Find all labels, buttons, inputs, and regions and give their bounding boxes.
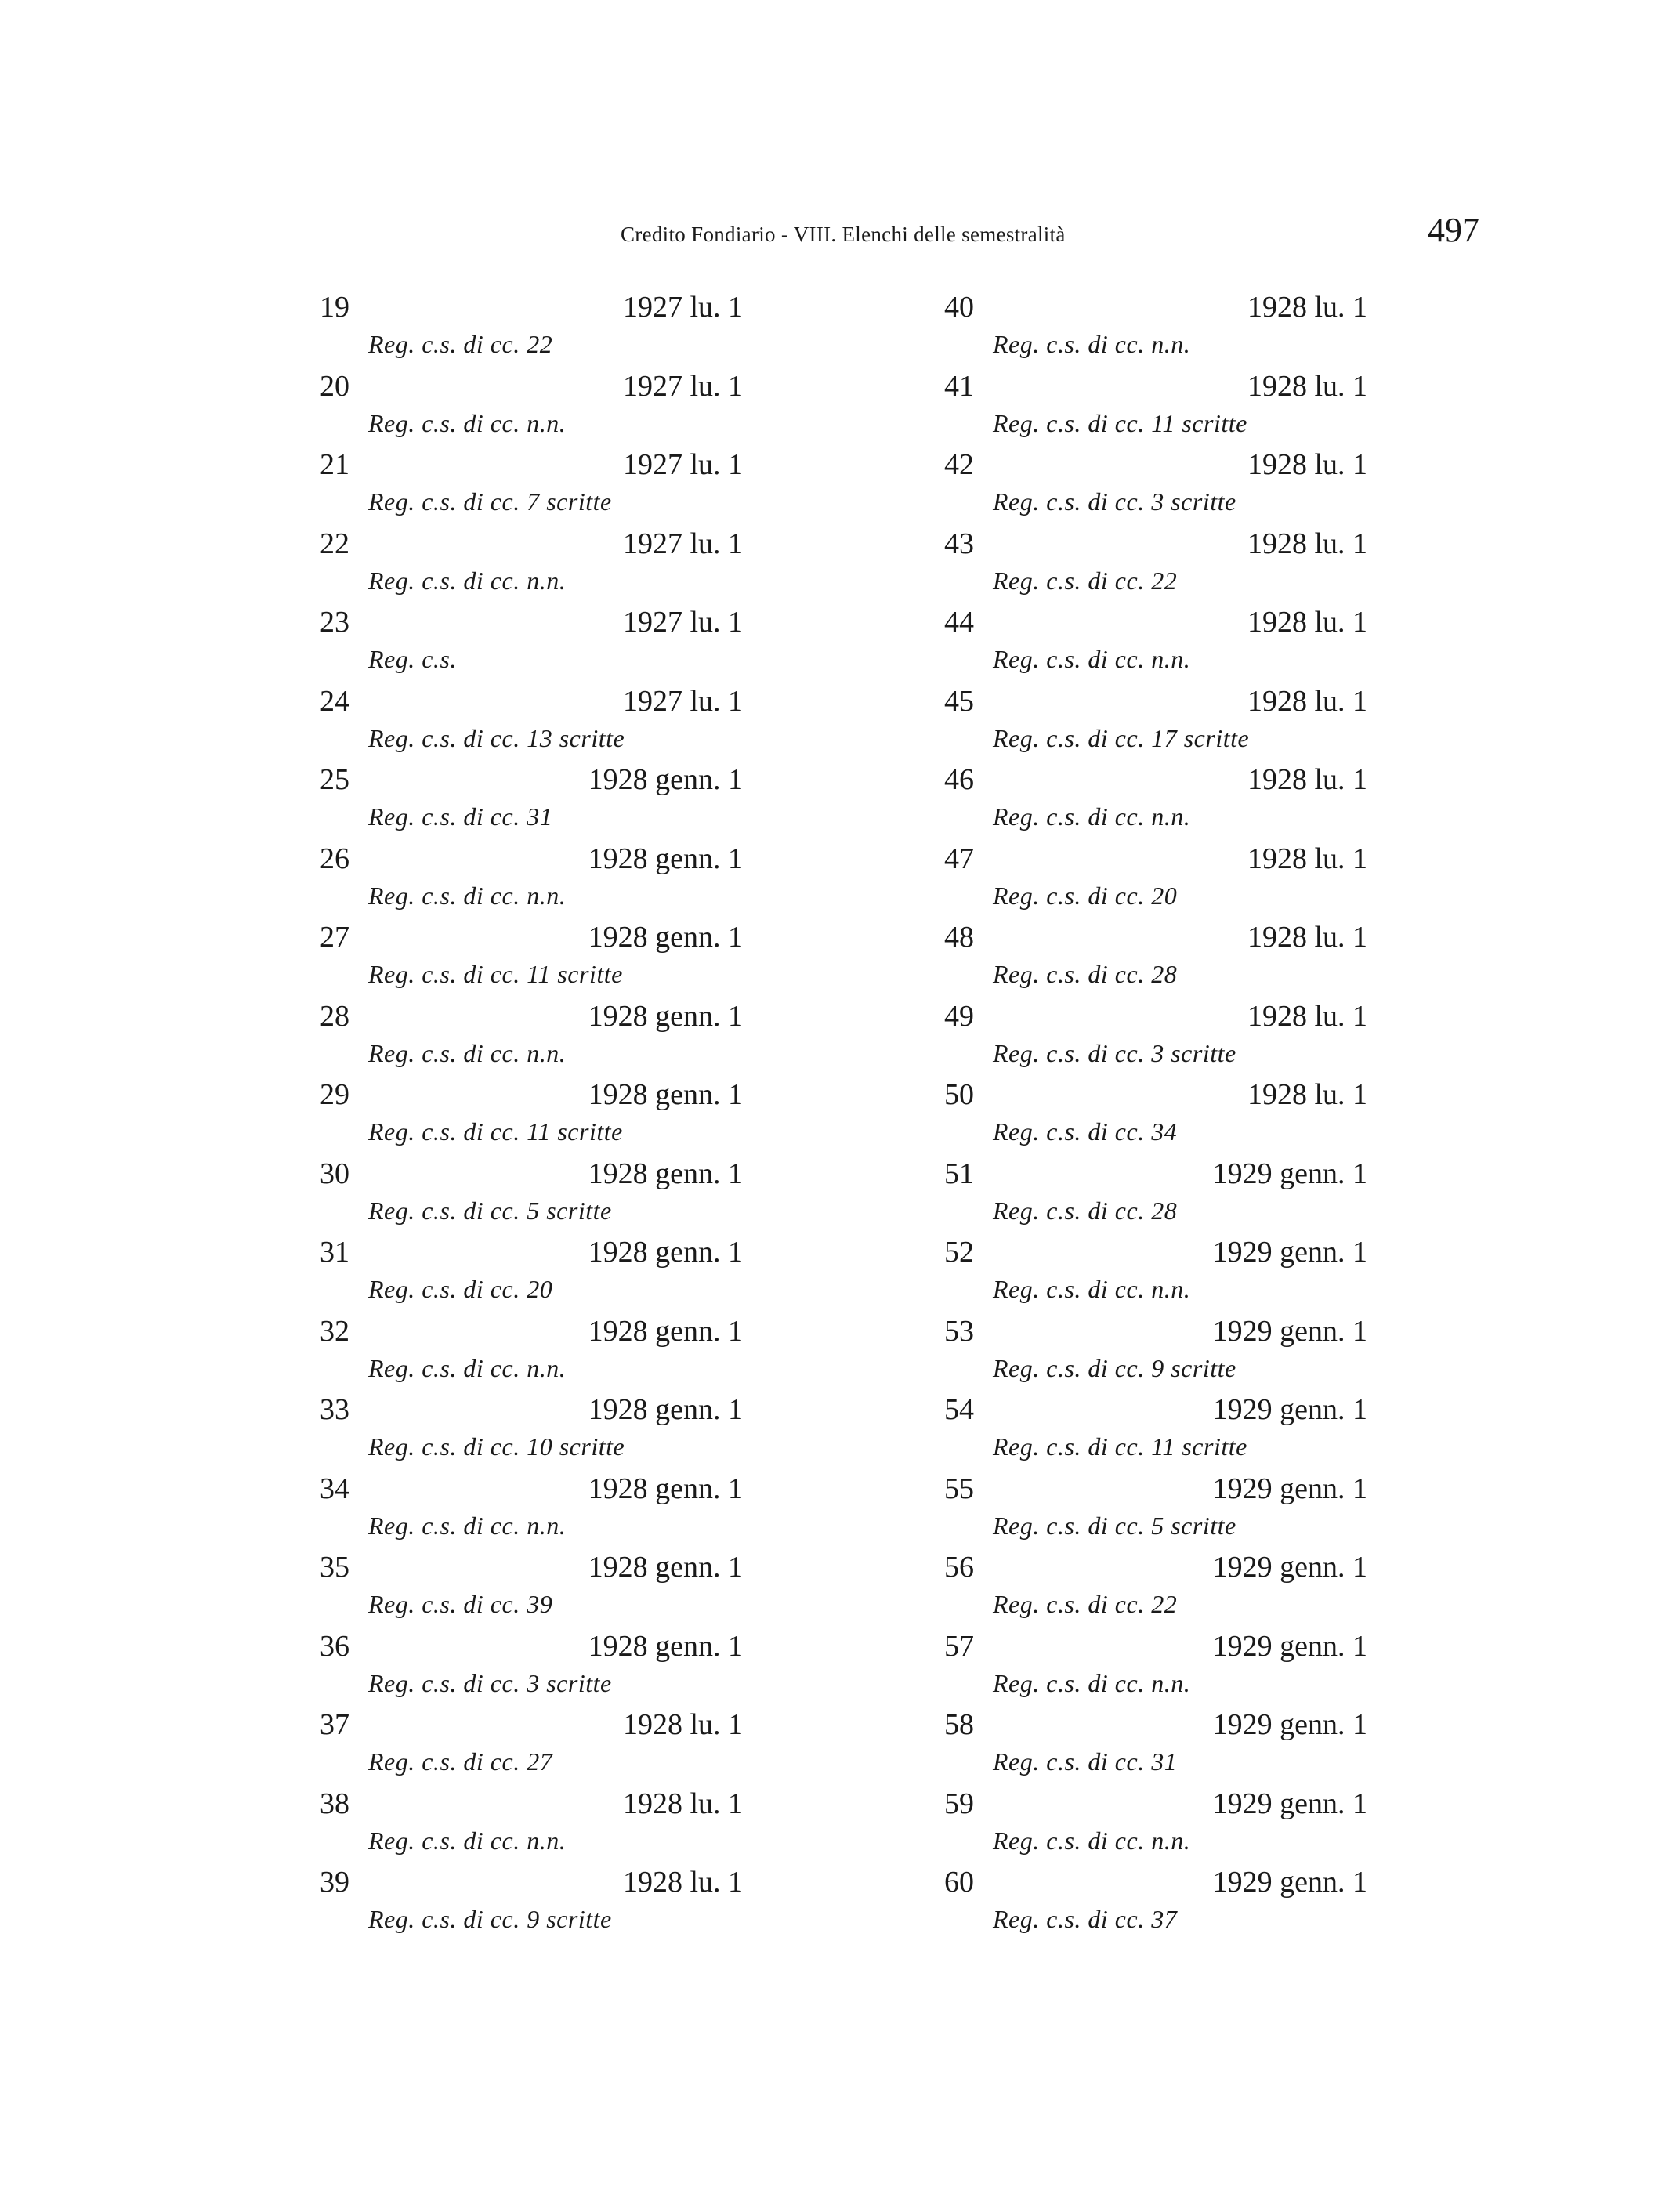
list-item	[320, 1474, 743, 1551]
entry-description: Reg. c.s.	[368, 645, 457, 673]
entry-number: 33	[320, 1393, 349, 1426]
entry-description: Reg. c.s. di cc. 9 scritte	[368, 1905, 612, 1933]
entry-description: Reg. c.s. di cc. 9 scritte	[993, 1353, 1236, 1382]
entry-date: 1929 genn. 1	[1212, 1866, 1367, 1899]
entry-description: Reg. c.s. di cc. n.n.	[368, 1826, 567, 1855]
entry-number: 52	[944, 1236, 974, 1269]
entry-description: Reg. c.s. di cc. 11 scritte	[993, 408, 1247, 437]
entry-description: Reg. c.s. di cc. 7 scritte	[368, 487, 612, 516]
entry-number: 50	[944, 1078, 974, 1111]
entry-number: 31	[320, 1236, 349, 1269]
entry-number: 28	[320, 999, 349, 1033]
entry-description: Reg. c.s. di cc. 5 scritte	[368, 1196, 612, 1225]
entry-date: 1927 lu. 1	[622, 448, 743, 481]
list-item	[944, 371, 1367, 449]
entry-description: Reg. c.s. di cc. 20	[368, 1275, 553, 1303]
entry-description: Reg. c.s. di cc. 31	[368, 802, 553, 831]
entry-date: 1929 genn. 1	[1212, 1629, 1367, 1663]
list-item	[320, 529, 743, 606]
list-item	[320, 371, 743, 449]
entry-number: 38	[320, 1787, 349, 1820]
list-item	[944, 1789, 1367, 1866]
entry-description: Reg. c.s. di cc. 22	[368, 330, 553, 358]
entry-description: Reg. c.s. di cc. 39	[368, 1590, 553, 1618]
list-item	[944, 1001, 1367, 1079]
entry-description: Reg. c.s. di cc. 3 scritte	[993, 1038, 1236, 1067]
entry-date: 1928 genn. 1	[588, 1393, 743, 1426]
entry-description: Reg. c.s. di cc. n.n.	[993, 1826, 1191, 1855]
entry-date: 1928 lu. 1	[622, 1708, 743, 1741]
entry-number: 43	[944, 527, 974, 560]
entry-date: 1928 lu. 1	[1247, 763, 1367, 796]
entry-date: 1927 lu. 1	[622, 527, 743, 560]
entry-number: 58	[944, 1708, 974, 1741]
list-item	[320, 922, 743, 1000]
list-item	[944, 1080, 1367, 1157]
entry-date: 1928 lu. 1	[1247, 1078, 1367, 1111]
entry-number: 48	[944, 921, 974, 954]
entry-number: 57	[944, 1629, 974, 1663]
entry-description: Reg. c.s. di cc. n.n.	[368, 881, 567, 910]
running-header: Credito Fondiario - VIII. Elenchi delle semestralità	[621, 223, 1066, 246]
entry-date: 1928 genn. 1	[588, 842, 743, 875]
list-item	[320, 1867, 743, 1945]
list-item	[320, 292, 743, 370]
entry-date: 1929 genn. 1	[1212, 1551, 1367, 1584]
entry-number: 30	[320, 1157, 349, 1190]
entry-description: Reg. c.s. di cc. 34	[993, 1117, 1178, 1146]
entry-description: Reg. c.s. di cc. 11 scritte	[368, 1117, 623, 1146]
entry-date: 1928 genn. 1	[588, 999, 743, 1033]
entry-number: 29	[320, 1078, 349, 1111]
entry-date: 1929 genn. 1	[1212, 1787, 1367, 1820]
list-item	[944, 1710, 1367, 1787]
entry-date: 1928 genn. 1	[588, 1078, 743, 1111]
entry-number: 45	[944, 684, 974, 718]
entry-number: 21	[320, 448, 349, 481]
list-item	[944, 1237, 1367, 1315]
list-item	[320, 1552, 743, 1630]
list-item	[944, 450, 1367, 527]
entry-number: 60	[944, 1866, 974, 1899]
list-item	[944, 1395, 1367, 1472]
list-item	[320, 1159, 743, 1236]
list-item	[320, 450, 743, 527]
entry-number: 26	[320, 842, 349, 875]
entry-date: 1927 lu. 1	[622, 369, 743, 403]
entry-date: 1928 lu. 1	[1247, 999, 1367, 1033]
entry-description: Reg. c.s. di cc. 27	[368, 1747, 553, 1776]
list-item	[320, 1316, 743, 1394]
entry-number: 59	[944, 1787, 974, 1820]
entry-date: 1928 lu. 1	[1247, 291, 1367, 324]
entry-description: Reg. c.s. di cc. n.n.	[993, 645, 1191, 673]
entry-date: 1929 genn. 1	[1212, 1236, 1367, 1269]
entry-number: 23	[320, 606, 349, 639]
page-number: 497	[1428, 211, 1479, 249]
list-item	[320, 1237, 743, 1315]
entry-number: 39	[320, 1866, 349, 1899]
entry-number: 47	[944, 842, 974, 875]
entry-number: 34	[320, 1472, 349, 1505]
list-item	[944, 607, 1367, 685]
entry-description: Reg. c.s. di cc. 28	[993, 960, 1178, 988]
entry-number: 46	[944, 763, 974, 796]
entry-number: 24	[320, 684, 349, 718]
entry-description: Reg. c.s. di cc. 28	[993, 1196, 1178, 1225]
entry-date: 1928 lu. 1	[622, 1866, 743, 1899]
entry-date: 1929 genn. 1	[1212, 1708, 1367, 1741]
entry-number: 55	[944, 1472, 974, 1505]
list-item	[320, 1631, 743, 1709]
entry-date: 1928 genn. 1	[588, 1236, 743, 1269]
entry-description: Reg. c.s. di cc. n.n.	[368, 1511, 567, 1540]
list-item	[944, 765, 1367, 842]
entry-number: 35	[320, 1551, 349, 1584]
list-item	[944, 922, 1367, 1000]
list-item	[320, 686, 743, 764]
entry-date: 1928 genn. 1	[588, 1314, 743, 1348]
entry-description: Reg. c.s. di cc. 22	[993, 1590, 1178, 1618]
entry-date: 1929 genn. 1	[1212, 1157, 1367, 1190]
entry-date: 1928 lu. 1	[1247, 606, 1367, 639]
entry-date: 1927 lu. 1	[622, 606, 743, 639]
entry-description: Reg. c.s. di cc. 20	[993, 881, 1178, 910]
entry-number: 49	[944, 999, 974, 1033]
list-item	[320, 1395, 743, 1472]
entry-number: 40	[944, 291, 974, 324]
entry-description: Reg. c.s. di cc. 22	[993, 566, 1178, 595]
entry-description: Reg. c.s. di cc. n.n.	[993, 802, 1191, 831]
entry-description: Reg. c.s. di cc. 10 scritte	[368, 1432, 625, 1461]
entry-date: 1928 lu. 1	[1247, 527, 1367, 560]
entry-number: 37	[320, 1708, 349, 1741]
entry-description: Reg. c.s. di cc. 31	[993, 1747, 1178, 1776]
entry-description: Reg. c.s. di cc. n.n.	[993, 1275, 1191, 1303]
entry-number: 42	[944, 448, 974, 481]
list-item	[320, 1080, 743, 1157]
entry-description: Reg. c.s. di cc. n.n.	[368, 566, 567, 595]
entry-number: 22	[320, 527, 349, 560]
list-item	[944, 1159, 1367, 1236]
entry-date: 1928 genn. 1	[588, 1472, 743, 1505]
entry-number: 25	[320, 763, 349, 796]
list-item	[944, 1552, 1367, 1630]
entry-description: Reg. c.s. di cc. n.n.	[993, 330, 1191, 358]
entry-number: 32	[320, 1314, 349, 1348]
entry-date: 1929 genn. 1	[1212, 1314, 1367, 1348]
entry-number: 36	[320, 1629, 349, 1663]
list-item	[944, 1867, 1367, 1945]
entry-date: 1928 lu. 1	[1247, 448, 1367, 481]
entry-description: Reg. c.s. di cc. 3 scritte	[368, 1668, 612, 1697]
entry-date: 1928 genn. 1	[588, 1551, 743, 1584]
list-item	[944, 1474, 1367, 1551]
entry-number: 53	[944, 1314, 974, 1348]
entry-date: 1927 lu. 1	[622, 684, 743, 718]
entry-description: Reg. c.s. di cc. 11 scritte	[368, 960, 623, 988]
entry-number: 27	[320, 921, 349, 954]
entry-date: 1929 genn. 1	[1212, 1472, 1367, 1505]
entry-description: Reg. c.s. di cc. 37	[993, 1905, 1178, 1933]
entry-description: Reg. c.s. di cc. 5 scritte	[993, 1511, 1236, 1540]
entry-date: 1927 lu. 1	[622, 291, 743, 324]
entry-number: 56	[944, 1551, 974, 1584]
entry-number: 20	[320, 369, 349, 403]
entry-description: Reg. c.s. di cc. n.n.	[993, 1668, 1191, 1697]
entry-number: 54	[944, 1393, 974, 1426]
list-item	[944, 292, 1367, 370]
entry-date: 1928 genn. 1	[588, 763, 743, 796]
entry-number: 19	[320, 291, 349, 324]
list-item	[944, 844, 1367, 921]
list-item	[320, 844, 743, 921]
list-item	[320, 1710, 743, 1787]
list-item	[944, 1316, 1367, 1394]
entry-date: 1928 genn. 1	[588, 921, 743, 954]
entry-description: Reg. c.s. di cc. n.n.	[368, 1038, 567, 1067]
entry-date: 1928 lu. 1	[1247, 921, 1367, 954]
list-item	[320, 765, 743, 842]
list-item	[944, 1631, 1367, 1709]
entry-number: 41	[944, 369, 974, 403]
entry-date: 1929 genn. 1	[1212, 1393, 1367, 1426]
list-item	[944, 686, 1367, 764]
entry-description: Reg. c.s. di cc. 13 scritte	[368, 723, 625, 752]
entry-number: 51	[944, 1157, 974, 1190]
entry-description: Reg. c.s. di cc. n.n.	[368, 1353, 567, 1382]
list-item	[944, 529, 1367, 606]
entry-description: Reg. c.s. di cc. 3 scritte	[993, 487, 1236, 516]
entry-description: Reg. c.s. di cc. 11 scritte	[993, 1432, 1247, 1461]
entry-date: 1928 lu. 1	[1247, 842, 1367, 875]
entry-number: 44	[944, 606, 974, 639]
entry-date: 1928 genn. 1	[588, 1629, 743, 1663]
list-item	[320, 607, 743, 685]
list-item	[320, 1001, 743, 1079]
entry-date: 1928 lu. 1	[622, 1787, 743, 1820]
entry-date: 1928 lu. 1	[1247, 684, 1367, 718]
entry-date: 1928 genn. 1	[588, 1157, 743, 1190]
entry-description: Reg. c.s. di cc. n.n.	[368, 408, 567, 437]
list-item	[320, 1789, 743, 1866]
entry-description: Reg. c.s. di cc. 17 scritte	[993, 723, 1250, 752]
entry-date: 1928 lu. 1	[1247, 369, 1367, 403]
